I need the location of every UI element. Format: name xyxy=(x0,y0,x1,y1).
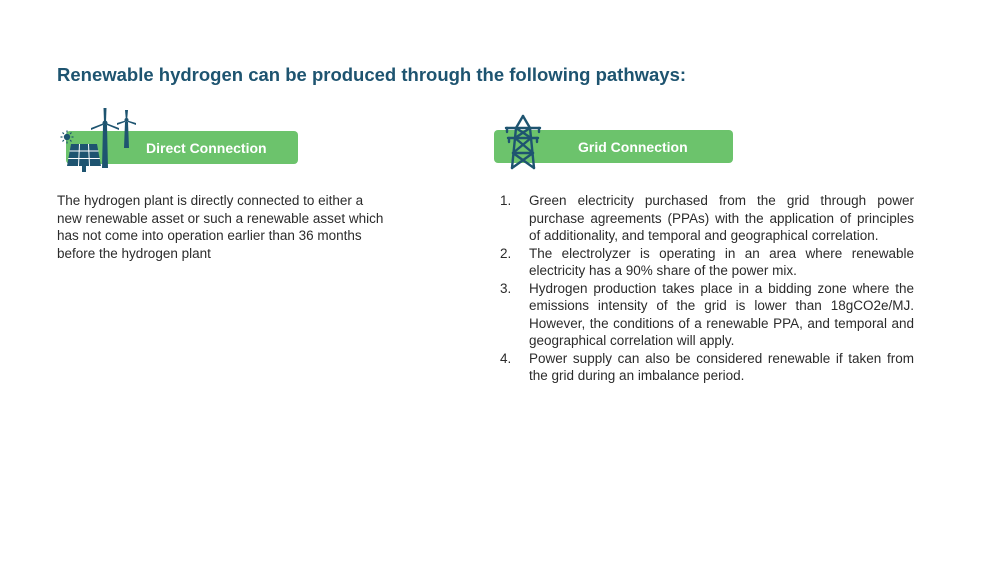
list-item-text: The electrolyzer is operating in an area where renewable electricity has a 90% share of the power mix. xyxy=(529,245,914,278)
list-item-text: Hydrogen production takes place in a bidding zone where the emissions intensity of the grid is lower than 18gCO2e/MJ. However, the conditions of a renewable PPA, and temporal and geographical correlation will apply. xyxy=(529,280,914,348)
list-item xyxy=(500,280,914,350)
list-item-text: Power supply can also be considered renewable if taken from the grid during an imbalance period. xyxy=(529,350,914,383)
page-title: Renewable hydrogen can be produced through the following pathways: xyxy=(57,64,687,85)
grid-connection-list xyxy=(500,192,914,385)
list-item-number: 2. xyxy=(500,245,512,261)
solar-wind-icon xyxy=(57,108,137,174)
grid-connection-label: Grid Connection xyxy=(578,138,688,155)
list-item xyxy=(500,245,914,280)
power-pylon-icon xyxy=(503,114,543,170)
list-item xyxy=(500,192,914,245)
direct-connection-description: The hydrogen plant is directly connected to either a new renewable asset or such a renewable asset which has not come into operation earlier than 36 months before the hydrogen plant xyxy=(57,193,384,261)
direct-connection-label: Direct Connection xyxy=(146,139,267,156)
list-item-number: 4. xyxy=(500,350,512,366)
list-item-text: Green electricity purchased from the grid through power purchase agreements (PPAs) with the application of principles of additionality, and temporal and geographical correlation. xyxy=(529,193,914,243)
list-item xyxy=(500,350,914,385)
list-item-number: 1. xyxy=(500,193,512,208)
list-item-number: 3. xyxy=(500,280,512,296)
